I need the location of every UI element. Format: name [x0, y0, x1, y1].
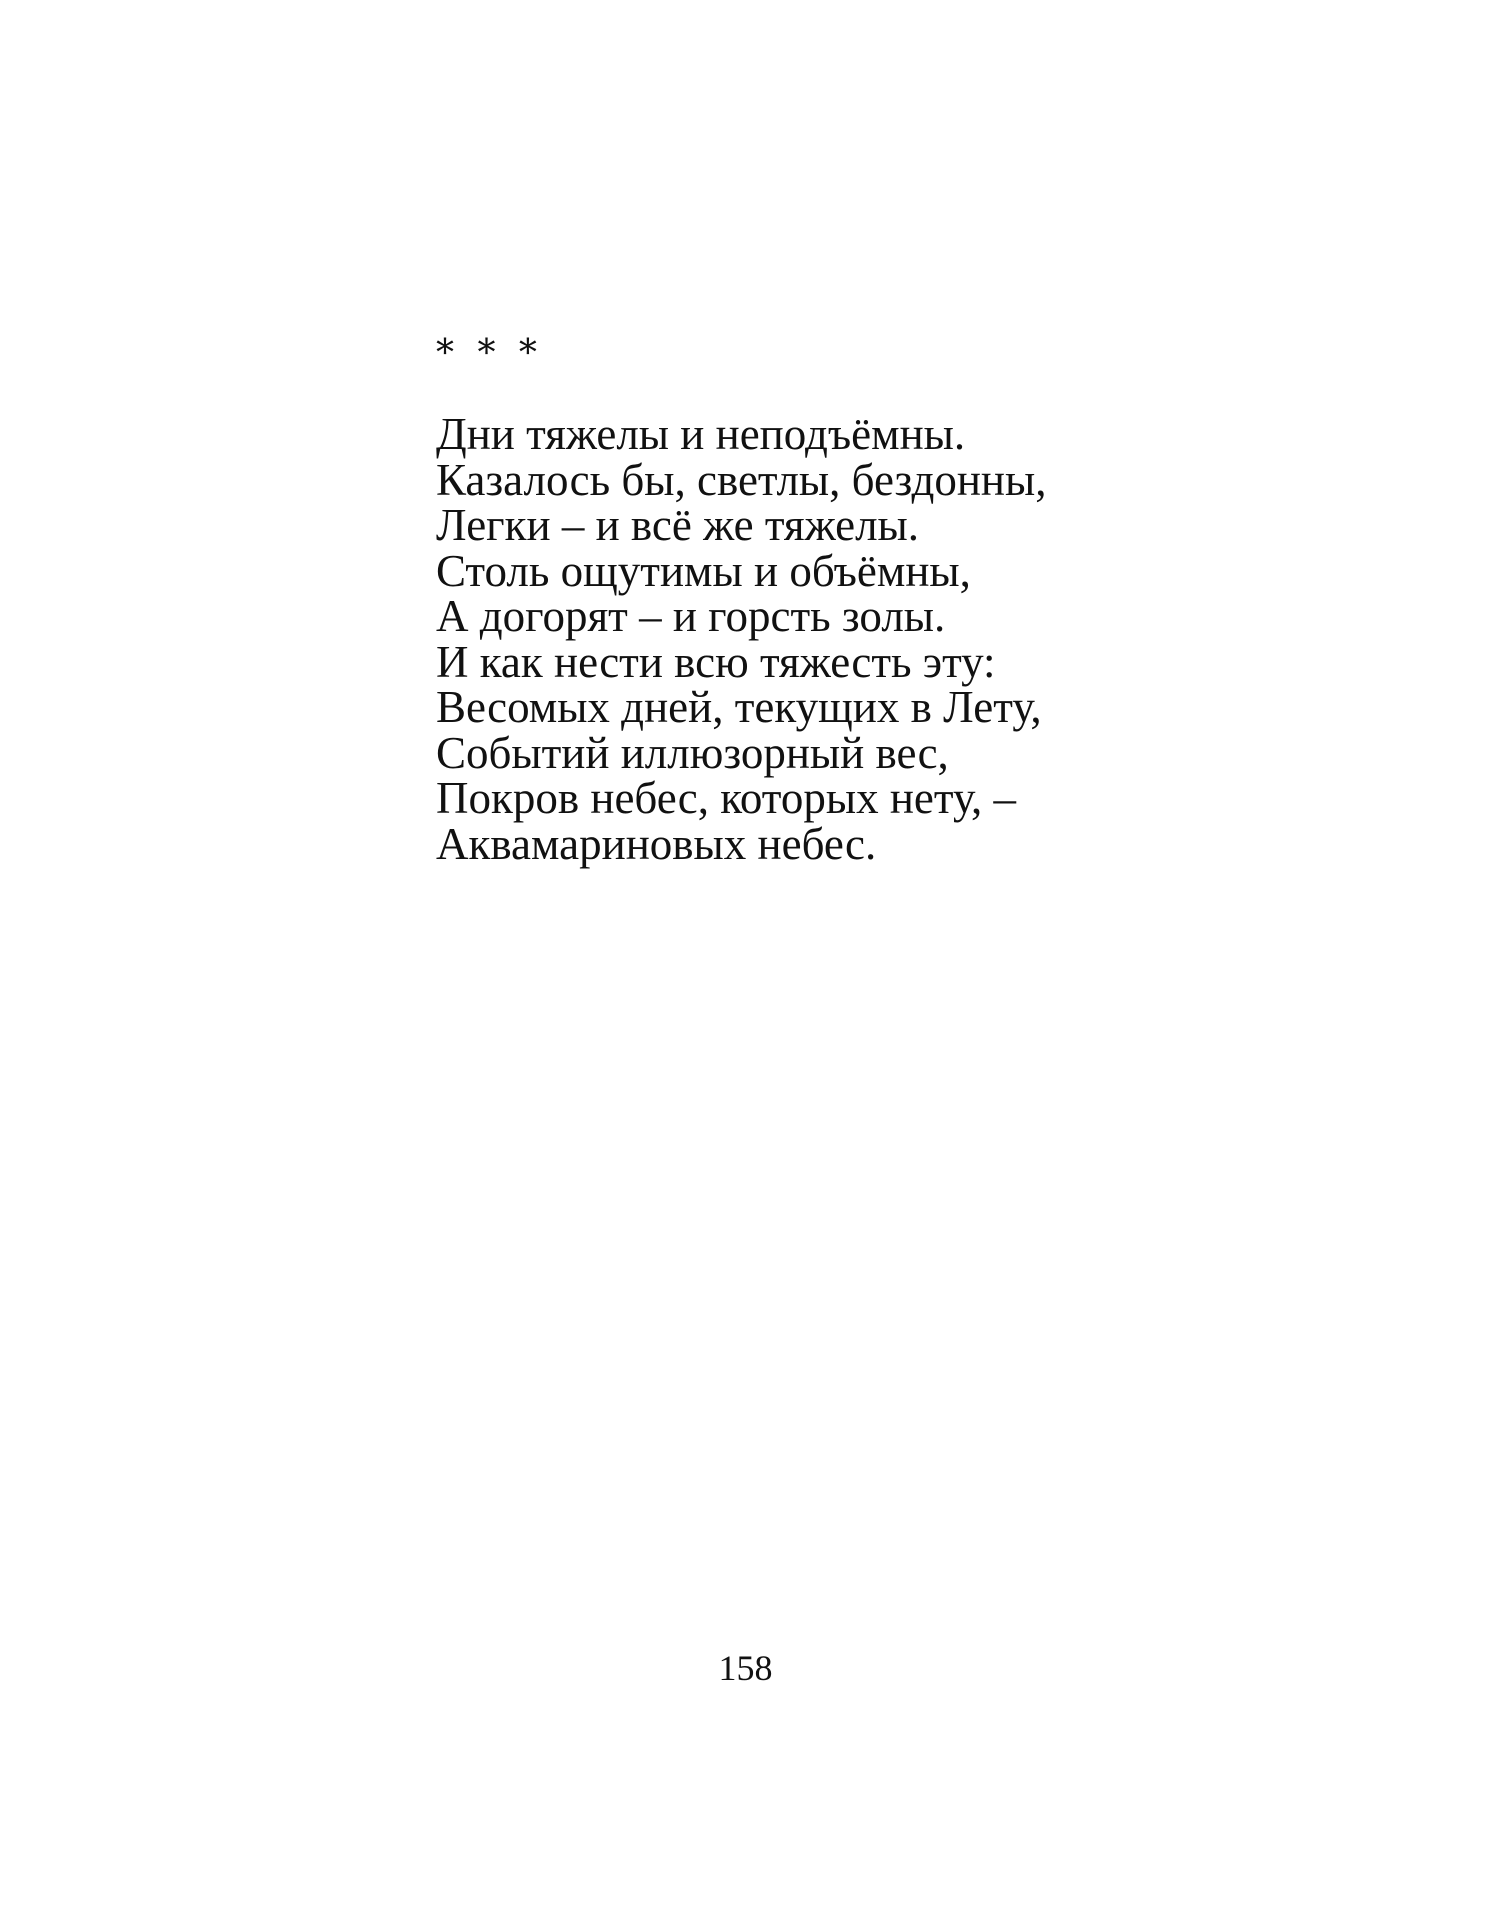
poem-line: Столь ощутимы и объёмны,: [436, 545, 971, 596]
poem-line: А догорят – и горсть золы.: [436, 591, 946, 641]
poem-body: [436, 409, 1336, 869]
poem-line: Весомых дней, текущих в Лету,: [436, 682, 1042, 732]
poem-line: Событий иллюзорный вес,: [436, 727, 949, 778]
poem-line: Легки – и всё же тяжелы.: [436, 500, 920, 550]
poem-line: Аквамариновых небес.: [436, 818, 877, 869]
page-number: 158: [718, 1648, 773, 1688]
poem-line: Казалось бы, светлы, бездонны,: [436, 454, 1047, 505]
poem-line: Покров небес, которых нету, –: [436, 773, 1016, 823]
poem-separator: * * *: [436, 333, 543, 374]
poem-line: Дни тяжелы и неподъёмны.: [436, 409, 966, 459]
poem-line: И как нести всю тяжесть эту:: [436, 636, 996, 687]
